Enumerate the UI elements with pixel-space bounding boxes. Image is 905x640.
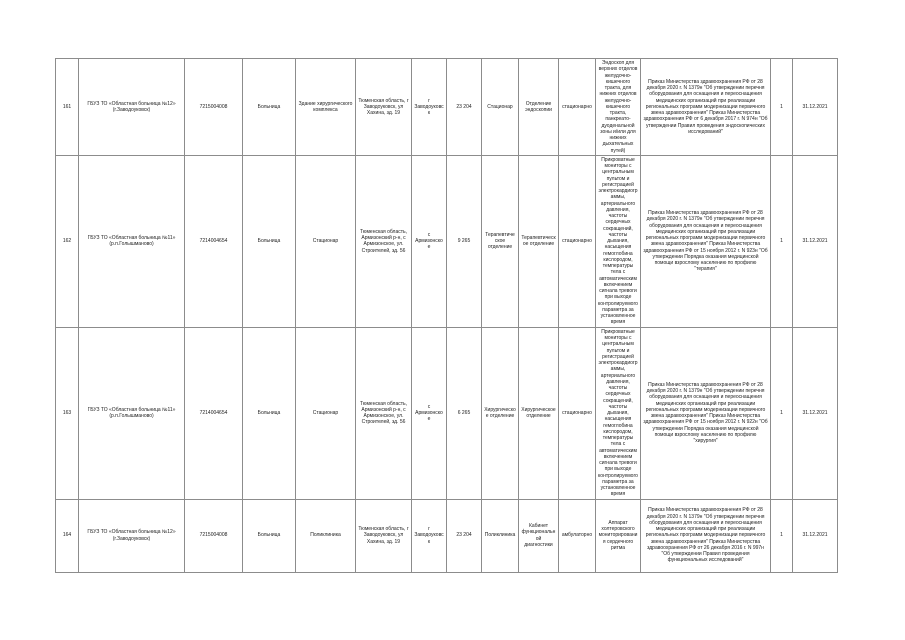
deadline-date: 31.12.2021 bbox=[793, 327, 838, 499]
unit-name: Стационар bbox=[482, 59, 519, 156]
row-number: 161 bbox=[56, 59, 79, 156]
deadline-date: 31.12.2021 bbox=[793, 59, 838, 156]
legal-basis: Приказ Министерства здравоохранения РФ от 28 декабря 2020 г. N 1379н "Об утверждении перечня оборудования для оснащения и переоснащения медицинских организаций при реализации региональных программ модернизации первичного звена здравоохранения" Приказ Министерства здравоохранения РФ от 15 ноября 2012 г. N 923н "Об утверждении Порядка оказания медицинской помощи взрослому населению по профилю "терапия" bbox=[641, 155, 771, 327]
care-conditions: стационарно bbox=[559, 327, 596, 499]
facility-type: Больница bbox=[243, 59, 296, 156]
quantity: 1 bbox=[771, 327, 793, 499]
table-row bbox=[56, 499, 838, 572]
row-number: 163 bbox=[56, 327, 79, 499]
unit-name: Терапевтическое отделение bbox=[482, 155, 519, 327]
locality: с Армизонское bbox=[412, 327, 447, 499]
care-conditions: стационарно bbox=[559, 59, 596, 156]
inn-code: 7214004654 bbox=[185, 155, 243, 327]
department-name: Терапевтическое отделение bbox=[519, 155, 559, 327]
building-name: Поликлиника bbox=[296, 499, 356, 572]
equipment-name: Эндоскоп для верхних отделов желудочно-кишечного тракта, для нижних отделов желудочно-кишечного тракта, панкреато-дуоденальной зоны и/или для нижних дыхательных путей) bbox=[596, 59, 641, 156]
table-row bbox=[56, 327, 838, 499]
address: Тюменская область, Армизонский р-н, с Армизонское, ул. Строителей, зд. 56 bbox=[356, 155, 412, 327]
population: 23 204 bbox=[447, 499, 482, 572]
population: 9 265 bbox=[447, 155, 482, 327]
locality: с Армизонское bbox=[412, 155, 447, 327]
address: Тюменская область, г Заводоуковск, ул Хахина, зд. 19 bbox=[356, 59, 412, 156]
organization-name: ГБУЗ ТО «Областная больница №11» (р.п.Голышманово) bbox=[79, 327, 185, 499]
quantity: 1 bbox=[771, 155, 793, 327]
table-row bbox=[56, 59, 838, 156]
building-name: Стационар bbox=[296, 155, 356, 327]
organization-name: ГБУЗ ТО «Областная больница №11» (р.п.Голышманово) bbox=[79, 155, 185, 327]
department-name: Отделение эндоскопии bbox=[519, 59, 559, 156]
equipment-table bbox=[55, 58, 838, 573]
equipment-name: Прикроватные мониторы с центральным пультом и регистрацией электрокардиограммы, артериального давления, частоты сердечных сокращений, частоты дыхания, насыщения гемоглобина кислородом, температуры тела с автоматическим включением сигнала тревоги при выходе контролируемого параметра за установленное время bbox=[596, 327, 641, 499]
equipment-name: Прикроватные мониторы с центральным пультом и регистрацией электрокардиограммы, артериального давления, частоты сердечных сокращений, частоты дыхания, насыщения гемоглобина кислородом, температуры тела с автоматическим включением сигнала тревоги при выходе контролируемого параметра за установленное время bbox=[596, 155, 641, 327]
locality: г Заводоуковск bbox=[412, 59, 447, 156]
address: Тюменская область, Армизонский р-н, с Армизонское, ул. Строителей, зд. 56 bbox=[356, 327, 412, 499]
legal-basis: Приказ Министерства здравоохранения РФ от 28 декабря 2020 г. N 1379н "Об утверждении перечня оборудования для оснащения и переоснащения медицинских организаций при реализации региональных программ модернизации первичного звена здравоохранения" Приказ Министерства здравоохранения РФ от 15 ноября 2012 г. N 922н "Об утверждении Порядка оказания медицинской помощи взрослому населению по профилю "хирургия" bbox=[641, 327, 771, 499]
organization-name: ГБУЗ ТО «Областная больница №12» (г.Заводоуковск) bbox=[79, 499, 185, 572]
row-number: 164 bbox=[56, 499, 79, 572]
deadline-date: 31.12.2021 bbox=[793, 499, 838, 572]
inn-code: 7215004008 bbox=[185, 499, 243, 572]
care-conditions: стационарно bbox=[559, 155, 596, 327]
unit-name: Поликлиника bbox=[482, 499, 519, 572]
unit-name: Хирургическое отделение bbox=[482, 327, 519, 499]
organization-name: ГБУЗ ТО «Областная больница №12» (г.Заводоуковск) bbox=[79, 59, 185, 156]
legal-basis: Приказ Министерства здравоохранения РФ от 28 декабря 2020 г. N 1379н "Об утверждении перечня оборудования для оснащения и переоснащения медицинских организаций при реализации региональных программ модернизации первичного звена здравоохранения" Приказ Министерства здравоохранения РФ от 26 декабря 2016 г. N 997н "Об утверждении Правил проведения функциональных исследований" bbox=[641, 499, 771, 572]
inn-code: 7214004654 bbox=[185, 327, 243, 499]
table-row bbox=[56, 155, 838, 327]
facility-type: Больница bbox=[243, 327, 296, 499]
equipment-name: Аппарат холтеровского мониторирования сердечного ритма bbox=[596, 499, 641, 572]
care-conditions: амбулаторно bbox=[559, 499, 596, 572]
facility-type: Больница bbox=[243, 155, 296, 327]
population: 23 204 bbox=[447, 59, 482, 156]
department-name: Хирургическое отделение bbox=[519, 327, 559, 499]
department-name: Кабинет функциональной диагностики bbox=[519, 499, 559, 572]
address: Тюменская область, г Заводоуковск, ул Хахина, зд. 19 bbox=[356, 499, 412, 572]
deadline-date: 31.12.2021 bbox=[793, 155, 838, 327]
building-name: Стационар bbox=[296, 327, 356, 499]
facility-type: Больница bbox=[243, 499, 296, 572]
quantity: 1 bbox=[771, 499, 793, 572]
inn-code: 7215004008 bbox=[185, 59, 243, 156]
legal-basis: Приказ Министерства здравоохранения РФ от 28 декабря 2020 г. N 1379н "Об утверждении перечня оборудования для оснащения и переоснащения медицинских организаций при реализации региональных программ модернизации первичного звена здравоохранения" Приказ Министерства здравоохранения РФ от 6 декабря 2017 г. N 974н "Об утверждении Правил проведения эндоскопических исследований" bbox=[641, 59, 771, 156]
locality: г Заводоуковск bbox=[412, 499, 447, 572]
row-number: 162 bbox=[56, 155, 79, 327]
quantity: 1 bbox=[771, 59, 793, 156]
building-name: Здание хирургического комплекса bbox=[296, 59, 356, 156]
population: 6 265 bbox=[447, 327, 482, 499]
